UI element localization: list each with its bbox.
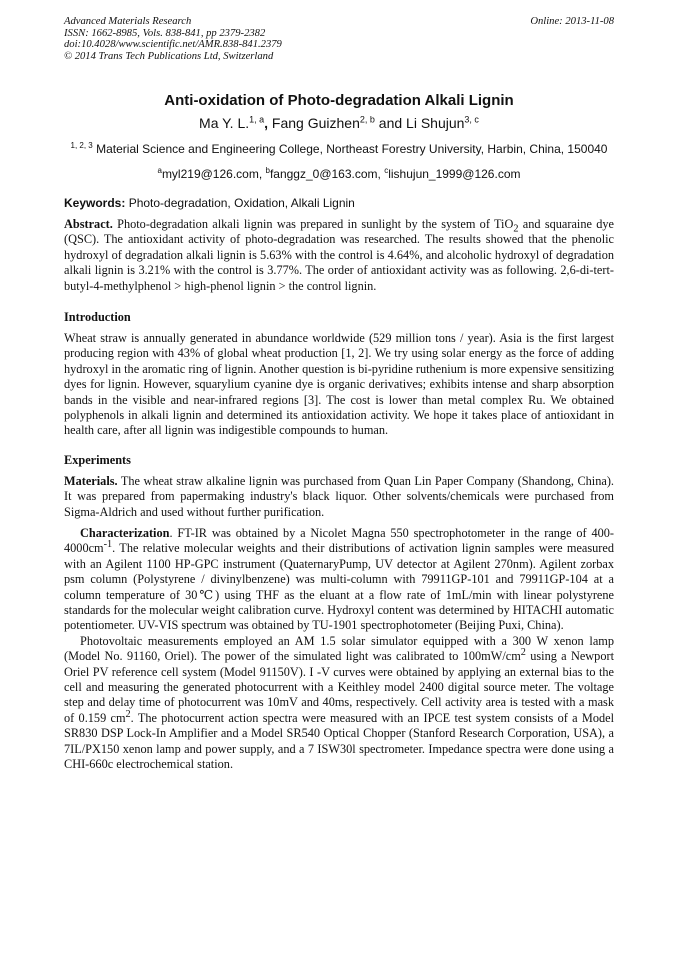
online-date: Online: 2013-11-08 <box>530 16 614 27</box>
photovoltaic-text: using a Newport Oriel PV reference cell system (Model 91150V). I -V curves were obtained by applying an external bias to the cell and measuring the generated photocurrent with a Keithley model 2400 digital source meter. The voltage step and delay time of photocurrent was 10mV and 40ms, respectively. Cell activity area is tested with a mask of 0.159 cm <box>64 649 614 725</box>
characterization-label: Characterization <box>80 525 170 540</box>
keywords <box>64 196 614 211</box>
affiliation <box>64 142 614 157</box>
author-emails <box>64 167 614 182</box>
author-superscript: 3, c <box>464 114 479 125</box>
affiliation-text: Material Science and Engineering College, Northeast Forestry University, Harbin, China, 150040 <box>92 142 608 157</box>
abstract-text: Photo-degradation alkali lignin was prepared in sunlight by the system of TiO <box>112 216 514 231</box>
photovoltaic-text: Photovoltaic measurements employed an AM 1.5 solar simulator equipped with a 300 W xenon lamp (Model No. 91160, Oriel). The power of the simulated light was calibrated to 100mW/cm <box>64 633 614 664</box>
running-header <box>64 16 614 62</box>
author-superscript: 2, b <box>359 114 375 125</box>
author-name: Fang Guizhen <box>271 115 360 132</box>
journal-name: Advanced Materials Research <box>64 16 192 27</box>
photovoltaic-superscript: 2 <box>125 708 131 720</box>
materials-text: The wheat straw alkaline lignin was purchased from Quan Lin Paper Company (Shandong, China). It was prepared from papermaking industry's black liquor. Other solvents/chemicals were purchased from Sigma-Aldrich and used without further purification. <box>64 473 614 519</box>
characterization-superscript: -1 <box>103 539 113 551</box>
author-name: Ma Y. L. <box>199 115 250 132</box>
email-link[interactable]: myl219@126.com, <box>161 166 266 181</box>
author-list <box>64 114 614 132</box>
author-superscript: 1, a <box>249 114 265 125</box>
abstract-subscript: 2 <box>513 223 519 235</box>
introduction-heading: Introduction <box>64 309 131 324</box>
characterization-text: . The relative molecular weights and their distributions of activation lignin samples were measured with an Agilent 1100 HP-GPC instrument (QuaternaryPump, UV detector at Agilent 270nm). Agilent zorbax psm column (Polystyrene / divinylbenzene) was multi-column with 79911GP-101 and 79911GP-104 at a column temperature of 30℃) using THF as the eluant at a flow rate of 1mL/min with linear polystyrene standards for the molecular weight calibration curve. Hydroxyl content was determined by HITACHI automatic potentiometer. UV-VIS spectrum was obtained by TU-1901 spectrophotometer (Beijing Puxi, China). <box>64 541 614 633</box>
keywords-label: Keywords: <box>64 196 126 211</box>
keywords-text: Photo-degradation, Oxidation, Alkali Lignin <box>125 196 355 211</box>
email-superscript: a <box>157 165 162 175</box>
experiments-heading: Experiments <box>64 452 131 467</box>
email-link[interactable]: fanggz_0@163.com, <box>269 166 385 181</box>
materials-label: Materials. <box>64 473 118 488</box>
paper-title: Anti-oxidation of Photo-degradation Alkali Lignin <box>164 92 514 110</box>
photovoltaic-paragraph <box>64 634 614 773</box>
author-separator: and <box>374 115 407 132</box>
abstract <box>64 217 614 294</box>
introduction-paragraph: Wheat straw is annually generated in abundance worldwide (529 million tons / year). Asia is the first largest producing region with 43% of global wheat production [1, 2]. We try using solar energy as the force of adding hydroxyl in the aromatic ring of lignin. Another question is bi-pyridine ruthenium is more expensive sensitizing dyes for lignin. However, squarylium cyanine dye is organic derivatives; exhibits intense and sharp absorption bands in the visible and near-infrared regions [3]. The cost is lower than metal complex Ru. We obtained polyphenols in alkali lignin and determined its antioxidation activity. We hope it takes place of antioxidant in health care, after all lignin was indigestible compounds to human. <box>64 330 614 438</box>
photovoltaic-superscript: 2 <box>520 647 526 659</box>
doi: doi:10.4028/www.scientific.net/AMR.838-841.2379 <box>64 39 282 51</box>
email-link[interactable]: lishujun_1999@126.com <box>388 166 521 181</box>
abstract-label: Abstract. <box>64 216 113 231</box>
abstract-text: and squaraine dye (QSC). The antioxidant activity of photo-degradation was researched. The results showed that the phenolic hydroxyl of degradation alkali lignin is 5.63% with the control is 4.64%, and alcoholic hydroxyl of degradation alkali lignin is 3.21% with the control is 3.77%. The order of antioxidant activity was as following. 2,6-di-tert-butyl-4-methylphenol > high-phenol lignin > the control lignin. <box>64 216 614 293</box>
characterization-paragraph <box>64 526 614 634</box>
journal-info <box>64 16 282 62</box>
characterization-text: . FT-IR was obtained by a Nicolet Magna 550 spectrophotometer in the range of 400-4000cm <box>64 525 614 556</box>
author-separator: , <box>264 115 272 132</box>
materials-paragraph <box>64 474 614 520</box>
copyright: © 2014 Trans Tech Publications Ltd, Switzerland <box>64 50 274 62</box>
email-superscript: c <box>384 165 389 175</box>
photovoltaic-text: . The photocurrent action spectra were measured with an IPCE test system consists of a Model SR830 DSP Lock-In Amplifier and a Model SR540 Optical Chopper (Stanford Research Corporation, USA), a 7IL/PX150 xenon lamp and power supply, and a 7 ISW30l spectrometer. Impedance spectra were done using a CHI-660c electrochemical station. <box>64 710 614 772</box>
author-name: Li Shujun <box>406 115 465 132</box>
email-superscript: b <box>265 165 270 175</box>
affiliation-superscript: 1, 2, 3 <box>70 141 93 151</box>
issn: ISSN: 1662-8985, Vols. 838-841, pp 2379-2382 <box>64 27 266 39</box>
